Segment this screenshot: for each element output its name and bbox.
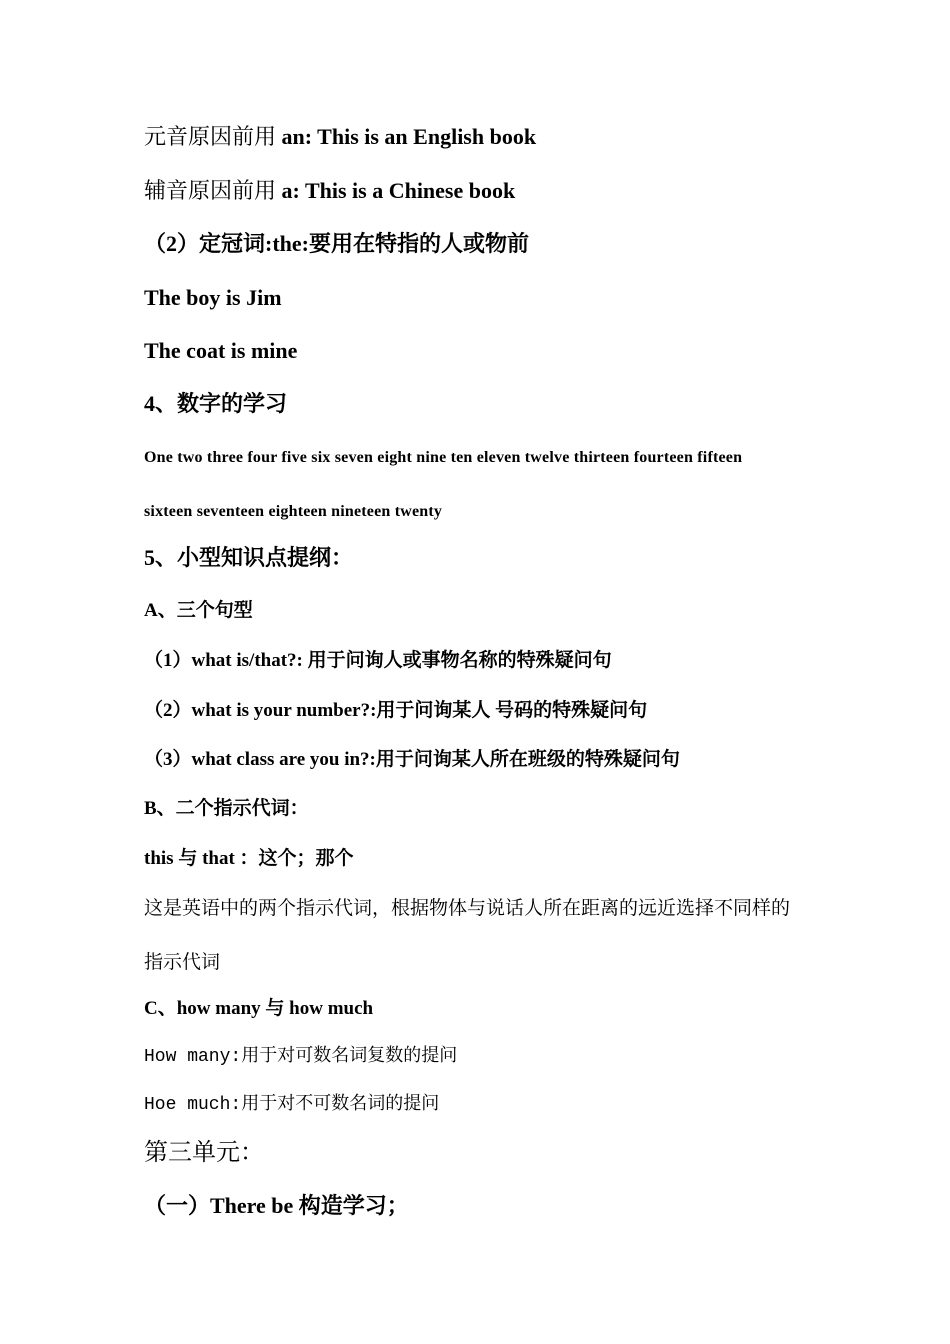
heading-there-be: （一）There be 构造学习； [144, 1193, 409, 1218]
heading-how-many-much: C、how many 与 how much [144, 998, 374, 1019]
heading-knowledge-outline: 5、小型知识点提纲： [144, 545, 354, 570]
heading-demonstratives: B、二个指示代词： [144, 798, 309, 819]
line-consonant-rule [144, 180, 515, 202]
demonstrative-explanation: 这是英语中的两个指示代词，根据物体与说话人所在距离的远近选择不同样的 [144, 898, 791, 919]
vowel-rule-cn: 元音原因前用 [144, 124, 282, 149]
heading-numbers: 4、数字的学习 [144, 391, 288, 416]
numbers-line-2: sixteen seventeen eighteen nineteen twenty [144, 503, 443, 520]
line-definite-article: （2）定冠词:the:要用在特指的人或物前 [144, 231, 529, 256]
heading-three-patterns: A、三个句型 [144, 600, 253, 621]
consonant-rule-en: a: This is a Chinese book [281, 178, 516, 203]
how-many-line: How many:用于对可数名词复数的提问 [144, 1047, 458, 1067]
consonant-rule-cn: 辅音原因前用 [144, 178, 282, 203]
numbers-line-1: One two three four five six seven eight nine ten eleven twelve thirteen fourteen fifteen [144, 449, 743, 466]
line-example-coat: The coat is mine [144, 338, 298, 363]
pattern-2: （2）what is your number?:用于问询某人 号码的特殊疑问句 [144, 700, 648, 721]
pattern-1: （1）what is/that?: 用于问询人或事物名称的特殊疑问句 [144, 650, 612, 671]
line-example-boy: The boy is Jim [144, 285, 282, 310]
this-that-line: this 与 that ：这个；那个 [144, 848, 354, 869]
how-much-line: Hoe much:用于对不可数名词的提问 [144, 1095, 440, 1115]
vowel-rule-en: an: This is an English book [281, 124, 537, 149]
line-vowel-rule [144, 126, 536, 148]
demonstrative-explanation-cont: 指示代词 [144, 952, 221, 973]
heading-unit-three: 第三单元： [144, 1140, 264, 1166]
pattern-3: （3）what class are you in?:用于问询某人所在班级的特殊疑问句 [144, 749, 680, 770]
